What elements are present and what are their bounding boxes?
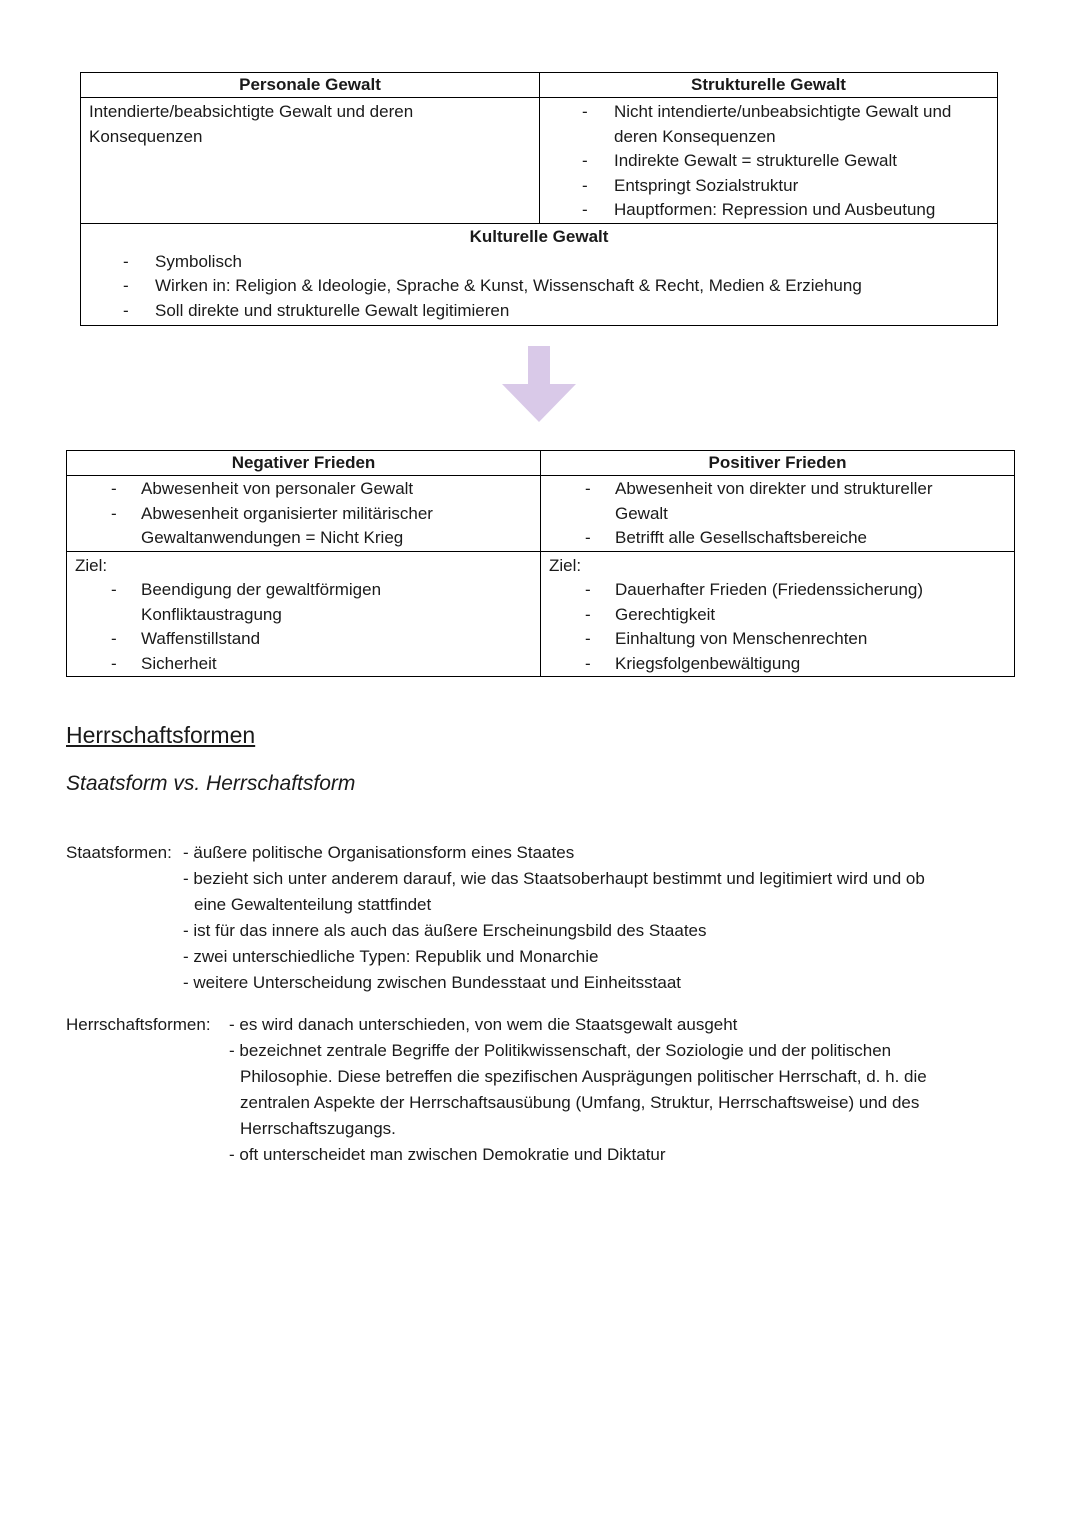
definition-line: Philosophie. Diese betreffen die spezifischen Ausprägungen politischer Herrschaft, d. h. die <box>240 1067 927 1086</box>
staatsformen-definition <box>66 840 1026 1000</box>
goal-label: Ziel: <box>75 555 108 575</box>
personal-violence-header: Personale Gewalt <box>81 73 540 98</box>
negative-peace-cell <box>67 476 541 552</box>
list-item: - Wirken in: Religion & Ideologie, Sprache & Kunst, Wissenschaft & Recht, Medien & Erziehung <box>81 274 997 299</box>
definition-line: zentralen Aspekte der Herrschaftsausübung (Umfang, Struktur, Herrschaftsweise) und des <box>240 1093 920 1112</box>
definition-line: - bezieht sich unter anderem darauf, wie das Staatsoberhaupt bestimmt und legitimiert wird und ob <box>183 869 925 888</box>
definition-line: - ist für das innere als auch das äußere Erscheinungsbild des Staates <box>183 921 707 940</box>
definition-line: - oft unterscheidet man zwischen Demokratie und Diktatur <box>229 1145 666 1164</box>
list-item: - Einhaltung von Menschenrechten <box>541 627 1014 652</box>
herrschaftsformen-lines <box>229 1012 927 1168</box>
list-item: - Abwesenheit von direkter und struktureller Gewalt <box>541 477 1004 526</box>
structural-violence-cell <box>540 98 998 224</box>
list-item: - Entspringt Sozialstruktur <box>540 174 997 199</box>
positive-peace-header: Positiver Frieden <box>541 451 1015 476</box>
list-item: - Nicht intendierte/unbeabsichtigte Gewalt und deren Konsequenzen <box>540 100 997 149</box>
list-item: - Sicherheit <box>67 652 540 677</box>
down-arrow-icon <box>500 346 578 424</box>
personal-violence-text: Intendierte/beabsichtigte Gewalt und deren Konsequenzen <box>89 102 414 146</box>
list-item: - Symbolisch <box>81 250 997 275</box>
list-item: - Soll direkte und strukturelle Gewalt legitimieren <box>81 299 997 324</box>
list-item: - Abwesenheit organisierter militärischer Gewaltanwendungen = Nicht Krieg <box>67 502 530 551</box>
list-item: - Abwesenheit von personaler Gewalt <box>67 477 530 502</box>
list-item: - Betrifft alle Gesellschaftsbereiche <box>541 526 1004 551</box>
peace-table <box>66 450 1015 677</box>
list-item: - Waffenstillstand <box>67 627 540 652</box>
positive-peace-cell <box>541 476 1015 552</box>
negative-peace-goals-cell <box>67 551 541 677</box>
herrschaftsformen-definition <box>66 1012 1026 1172</box>
cultural-violence-cell <box>81 223 998 326</box>
personal-violence-cell <box>81 98 540 224</box>
list-item: - Dauerhafter Frieden (Friedenssicherung) <box>541 578 1014 603</box>
staatsformen-lines <box>183 840 925 996</box>
definition-line: - äußere politische Organisationsform eines Staates <box>183 843 575 862</box>
cultural-violence-header: Kulturelle Gewalt <box>469 226 609 246</box>
definition-line: - bezeichnet zentrale Begriffe der Politikwissenschaft, der Soziologie und der politischen <box>229 1041 892 1060</box>
section-title: Herrschaftsformen <box>66 722 256 748</box>
definition-line: Herrschaftszugangs. <box>240 1119 396 1138</box>
definition-line: eine Gewaltenteilung stattfindet <box>194 895 432 914</box>
section-subtitle: Staatsform vs. Herrschaftsform <box>66 772 356 795</box>
list-item: - Indirekte Gewalt = strukturelle Gewalt <box>540 149 997 174</box>
definition-line: - es wird danach unterschieden, von wem die Staatsgewalt ausgeht <box>229 1015 738 1034</box>
negative-peace-header: Negativer Frieden <box>67 451 541 476</box>
list-item: - Beendigung der gewaltförmigen Konfliktaustragung <box>67 578 540 627</box>
list-item: - Kriegsfolgenbewältigung <box>541 652 1014 677</box>
definition-line: - weitere Unterscheidung zwischen Bundesstaat und Einheitsstaat <box>183 973 682 992</box>
definition-line: - zwei unterschiedliche Typen: Republik und Monarchie <box>183 947 599 966</box>
list-item: - Hauptformen: Repression und Ausbeutung <box>540 198 997 223</box>
positive-peace-goals-cell <box>541 551 1015 677</box>
herrschaftsformen-label: Herrschaftsformen: <box>66 1015 211 1034</box>
structural-violence-header: Strukturelle Gewalt <box>540 73 998 98</box>
staatsformen-label: Staatsformen: <box>66 843 172 862</box>
list-item: - Gerechtigkeit <box>541 603 1014 628</box>
violence-table <box>80 72 998 326</box>
goal-label: Ziel: <box>549 555 582 575</box>
